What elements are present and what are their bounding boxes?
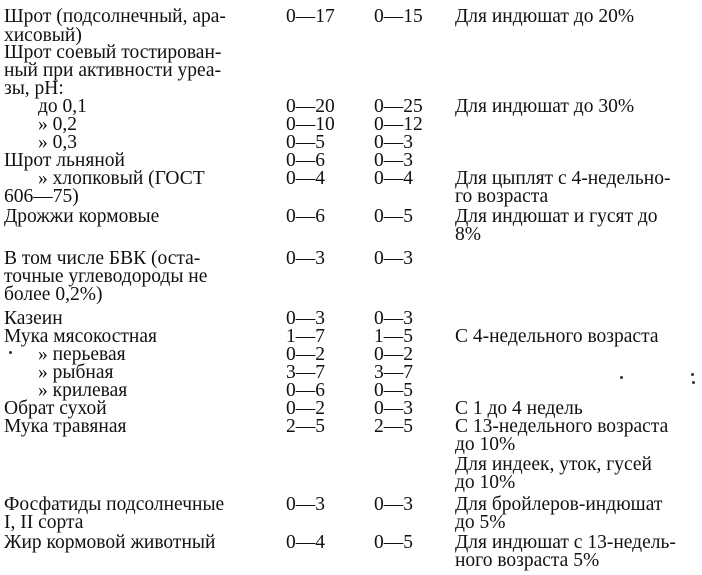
note: Для индеек, уток, гусей bbox=[455, 454, 652, 475]
ingredient-name: Дрожжи кормовые bbox=[4, 206, 160, 227]
note: Для цыплят с 4-недельно- bbox=[455, 168, 671, 189]
range-col-2: 0—3 bbox=[374, 248, 413, 269]
note: до 5% bbox=[455, 512, 506, 533]
scan-speck bbox=[9, 351, 12, 354]
ingredient-name: до 0,1 bbox=[38, 96, 87, 117]
range-col-2: 0—3 bbox=[374, 494, 413, 515]
range-col-1: 2—5 bbox=[286, 416, 325, 437]
range-col-2: 0—5 bbox=[374, 206, 413, 227]
range-col-2: 0—3 bbox=[374, 398, 413, 419]
note: Для индюшат и гусят до bbox=[455, 206, 658, 227]
note: Для индюшат с 13-недель- bbox=[455, 532, 676, 553]
range-col-2: 0—5 bbox=[374, 532, 413, 553]
range-col-1: 0—10 bbox=[286, 114, 335, 135]
range-col-2: 0—25 bbox=[374, 96, 423, 117]
note: го возраста bbox=[455, 186, 549, 207]
range-col-2: 1—5 bbox=[374, 326, 413, 347]
range-col-1: 0—3 bbox=[286, 308, 325, 329]
range-col-1: 3—7 bbox=[286, 362, 325, 383]
note: Для индюшат до 20% bbox=[455, 6, 635, 27]
ingredient-name: Жир кормовой животный bbox=[4, 532, 216, 553]
ingredient-name: I, II сорта bbox=[4, 512, 84, 533]
range-col-2: 0—3 bbox=[374, 132, 413, 153]
note: до 10% bbox=[455, 434, 516, 455]
range-col-1: 0—6 bbox=[286, 380, 325, 401]
scan-speck bbox=[691, 373, 694, 376]
ingredient-name: зы, рН: bbox=[4, 78, 64, 99]
ingredient-name: » хлопковый (ГОСТ bbox=[38, 168, 205, 189]
ingredient-name: точные углеводороды не bbox=[4, 266, 208, 287]
range-col-1: 0—2 bbox=[286, 344, 325, 365]
range-col-1: 0—5 bbox=[286, 132, 325, 153]
note: Для индюшат до 30% bbox=[455, 96, 635, 117]
range-col-2: 0—12 bbox=[374, 114, 423, 135]
range-col-2: 0—3 bbox=[374, 308, 413, 329]
range-col-1: 0—4 bbox=[286, 168, 325, 189]
ingredient-name: » 0,2 bbox=[38, 114, 77, 135]
ingredient-name: » перьевая bbox=[38, 344, 126, 365]
ingredient-name: » крилевая bbox=[38, 380, 128, 401]
ingredient-name: Фосфатиды подсолнечные bbox=[4, 494, 225, 515]
range-col-2: 0—5 bbox=[374, 380, 413, 401]
range-col-1: 0—2 bbox=[286, 398, 325, 419]
range-col-1: 0—6 bbox=[286, 150, 325, 171]
note: С 1 до 4 недель bbox=[455, 398, 583, 419]
ingredient-name: Мука травяная bbox=[4, 416, 127, 437]
ingredient-name: Обрат сухой bbox=[4, 398, 107, 419]
ingredient-name: Мука мясокостная bbox=[4, 326, 157, 347]
range-col-2: 3—7 bbox=[374, 362, 413, 383]
note: С 4-недельного возраста bbox=[455, 326, 659, 347]
note: до 10% bbox=[455, 472, 516, 493]
range-col-1: 0—4 bbox=[286, 532, 325, 553]
range-col-1: 0—3 bbox=[286, 494, 325, 515]
note: ного возраста 5% bbox=[455, 550, 600, 571]
scan-speck bbox=[692, 381, 695, 384]
range-col-2: 2—5 bbox=[374, 416, 413, 437]
range-col-1: 0—20 bbox=[286, 96, 335, 117]
note: 8% bbox=[455, 224, 481, 245]
ingredient-name: Шрот льняной bbox=[4, 150, 125, 171]
scan-speck bbox=[620, 376, 623, 379]
note: Для бройлеров-индюшат bbox=[455, 494, 663, 515]
ingredient-name: Шрот (подсолнечный, ара- bbox=[4, 6, 226, 27]
ingredient-name: хисовый) bbox=[4, 25, 82, 46]
ingredient-name: » рыбная bbox=[38, 362, 114, 383]
range-col-2: 0—3 bbox=[374, 150, 413, 171]
ingredient-name: » 0,3 bbox=[38, 132, 77, 153]
ingredient-name: более 0,2%) bbox=[4, 284, 103, 305]
range-col-2: 0—2 bbox=[374, 344, 413, 365]
range-col-2: 0—4 bbox=[374, 168, 413, 189]
note: С 13-недельного возраста bbox=[455, 416, 669, 437]
range-col-1: 0—17 bbox=[286, 6, 335, 27]
ingredient-name: ный при активности уреа- bbox=[4, 60, 222, 81]
ingredient-name: 606—75) bbox=[4, 186, 79, 207]
range-col-1: 0—3 bbox=[286, 248, 325, 269]
range-col-2: 0—15 bbox=[374, 6, 423, 27]
ingredient-name: Шрот соевый тостирован- bbox=[4, 42, 222, 63]
range-col-1: 0—6 bbox=[286, 206, 325, 227]
ingredient-name: В том числе БВК (оста- bbox=[4, 248, 201, 269]
range-col-1: 1—7 bbox=[286, 326, 325, 347]
ingredient-name: Казеин bbox=[4, 308, 63, 329]
